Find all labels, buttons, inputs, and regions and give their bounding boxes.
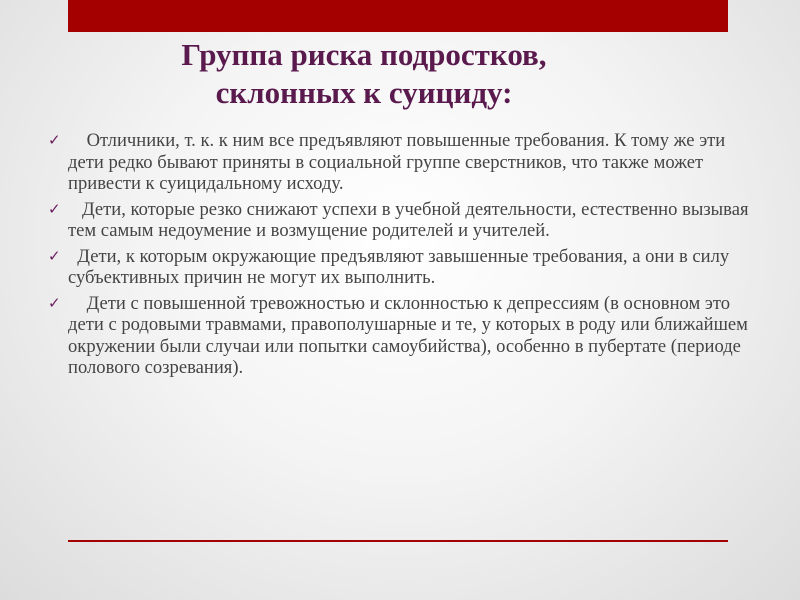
footer-divider: [68, 540, 728, 542]
slide-title: [68, 36, 660, 112]
bullet-text: Дети, к которым окружающие предъявляют завышенные требования, а они в силу субъективных причин не могут их выполнить.: [68, 245, 734, 288]
bullet-text: Дети, которые резко снижают успехи в учебной деятельности, естественно вызывая тем самым недоумение и возмущение родителей и учителей.: [68, 198, 754, 241]
slide-title-line2: склонных к суициду:: [215, 75, 513, 110]
check-icon: ✓: [48, 293, 61, 312]
check-icon: ✓: [48, 199, 61, 218]
bullet-item: [48, 130, 760, 195]
bullet-text: Дети с повышенной тревожностью и склонностью к депрессиям (в основном это дети с родовыми травмами, правополушарные и те, у которых в роду или ближайшем окружении были случаи или попытки самоубийства), особенно в пубертате (периоде полового созревания).: [68, 292, 753, 378]
bullet-text: Отличники, т. к. к ним все предъявляют повышенные требования. К тому же эти дети редко бывают приняты в социальной группе сверстников, что также может привести к суицидальному исходу.: [68, 130, 730, 194]
header-band: [68, 0, 728, 32]
bullet-item: [48, 293, 760, 379]
bullet-item: [48, 246, 760, 289]
slide-title-line1: Группа риска подростков,: [181, 37, 547, 72]
bullet-list: [48, 130, 760, 383]
check-icon: ✓: [48, 131, 61, 149]
check-icon: ✓: [48, 246, 61, 265]
bullet-item: [48, 199, 760, 242]
